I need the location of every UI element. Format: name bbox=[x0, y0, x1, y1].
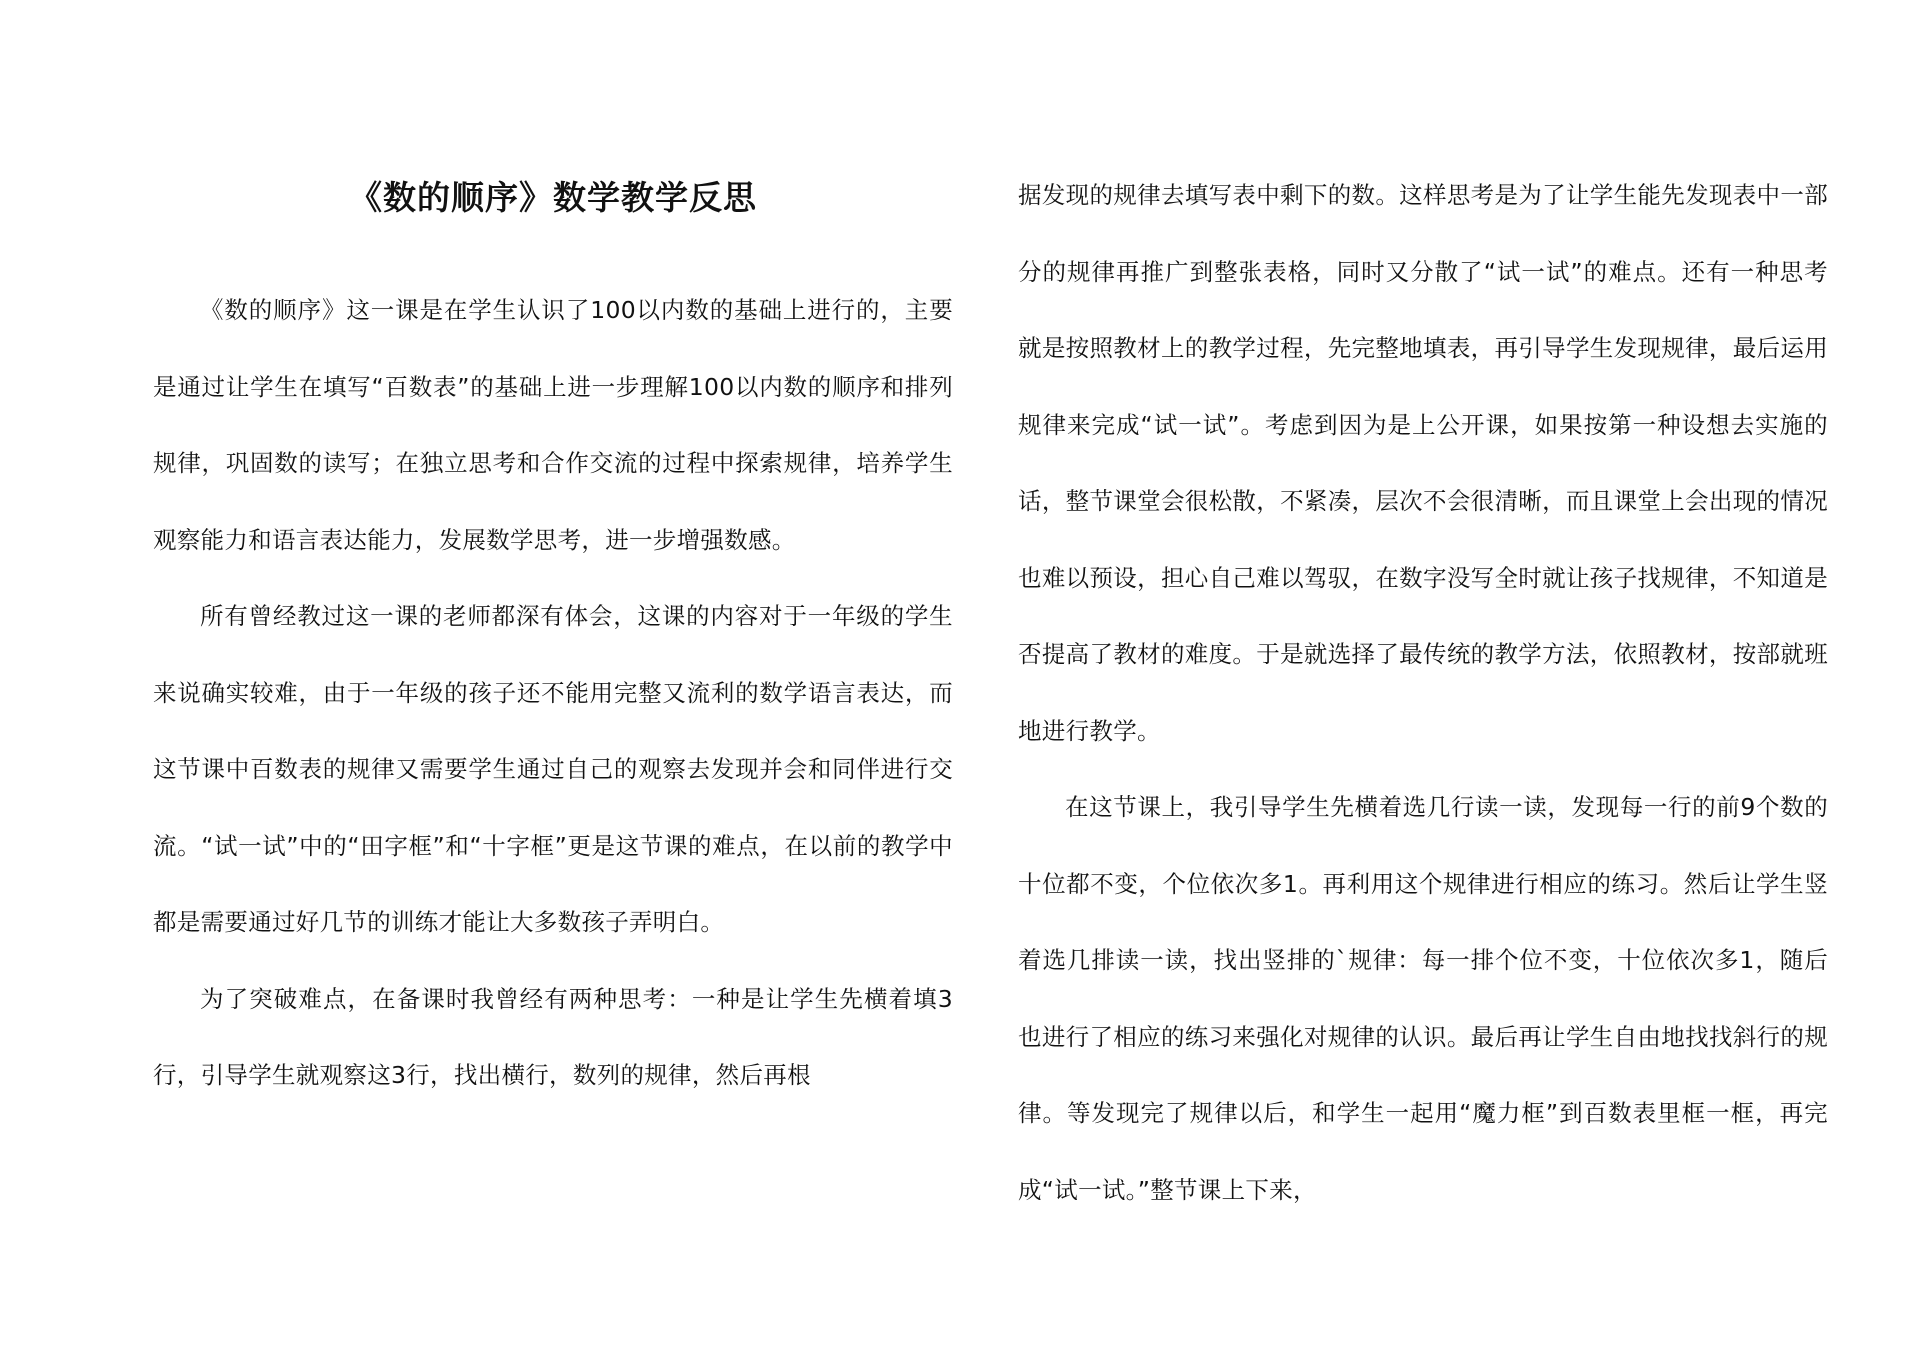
left-column-body bbox=[153, 272, 953, 1114]
paragraph-lesson-process: 在这节课上，我引导学生先横着选几行读一读，发现每一行的前9个数的十位都不变，个位依次多1。再利用这个规律进行相应的练习。然后让学生竖着选几排读一读，找出竖排的`规律：每一排个位不变，十位依次多1，随后也进行了相应的练习来强化对规律的认识。最后再让学生自由地找找斜行的规律。等发现完了规律以后，和学生一起用“魔力框”到百数表里框一框，再完成“试一试。”整节课上下来， bbox=[1018, 793, 1828, 1204]
page-title: 《数的顺序》数学教学反思 bbox=[349, 178, 757, 217]
paragraph-difficulty: 所有曾经教过这一课的老师都深有体会，这课的内容对于一年级的学生来说确实较难，由于一年级的孩子还不能用完整又流利的数学语言表达，而这节课中百数表的规律又需要学生通过自己的观察去发现并会和同伴进行交流。“试一试”中的“田字框”和“十字框”更是这节课的难点，在以前的教学中都是需要通过好几节的训练才能让大多数孩子弄明白。 bbox=[153, 602, 953, 936]
right-column-body bbox=[1018, 157, 1828, 1228]
paragraph-intro: 《数的顺序》这一课是在学生认识了100以内数的基础上进行的，主要是通过让学生在填写“百数表”的基础上进一步理解100以内数的顺序和排列规律，巩固数的读写；在独立思考和合作交流的过程中探索规律，培养学生观察能力和语言表达能力，发展数学思考，进一步增强数感。 bbox=[153, 296, 953, 554]
paragraph-approach-start: 为了突破难点，在备课时我曾经有两种思考：一种是让学生先横着填3行，引导学生就观察这3行，找出横行，数列的规律，然后再根 bbox=[153, 984, 953, 1089]
paragraph-approach-continued: 据发现的规律去填写表中剩下的数。这样思考是为了让学生能先发现表中一部分的规律再推广到整张表格，同时又分散了“试一试”的难点。还有一种思考就是按照教材上的教学过程，先完整地填表，再引导学生发现规律，最后运用规律来完成“试一试”。考虑到因为是上公开课，如果按第一种设想去实施的话，整节课堂会很松散，不紧凑，层次不会很清晰，而且课堂上会出现的情况也难以预设，担心自己难以驾驭，在数字没写全时就让孩子找规律，不知道是否提高了教材的难度。于是就选择了最传统的教学方法，依照教材，按部就班地进行教学。 bbox=[1018, 181, 1828, 745]
